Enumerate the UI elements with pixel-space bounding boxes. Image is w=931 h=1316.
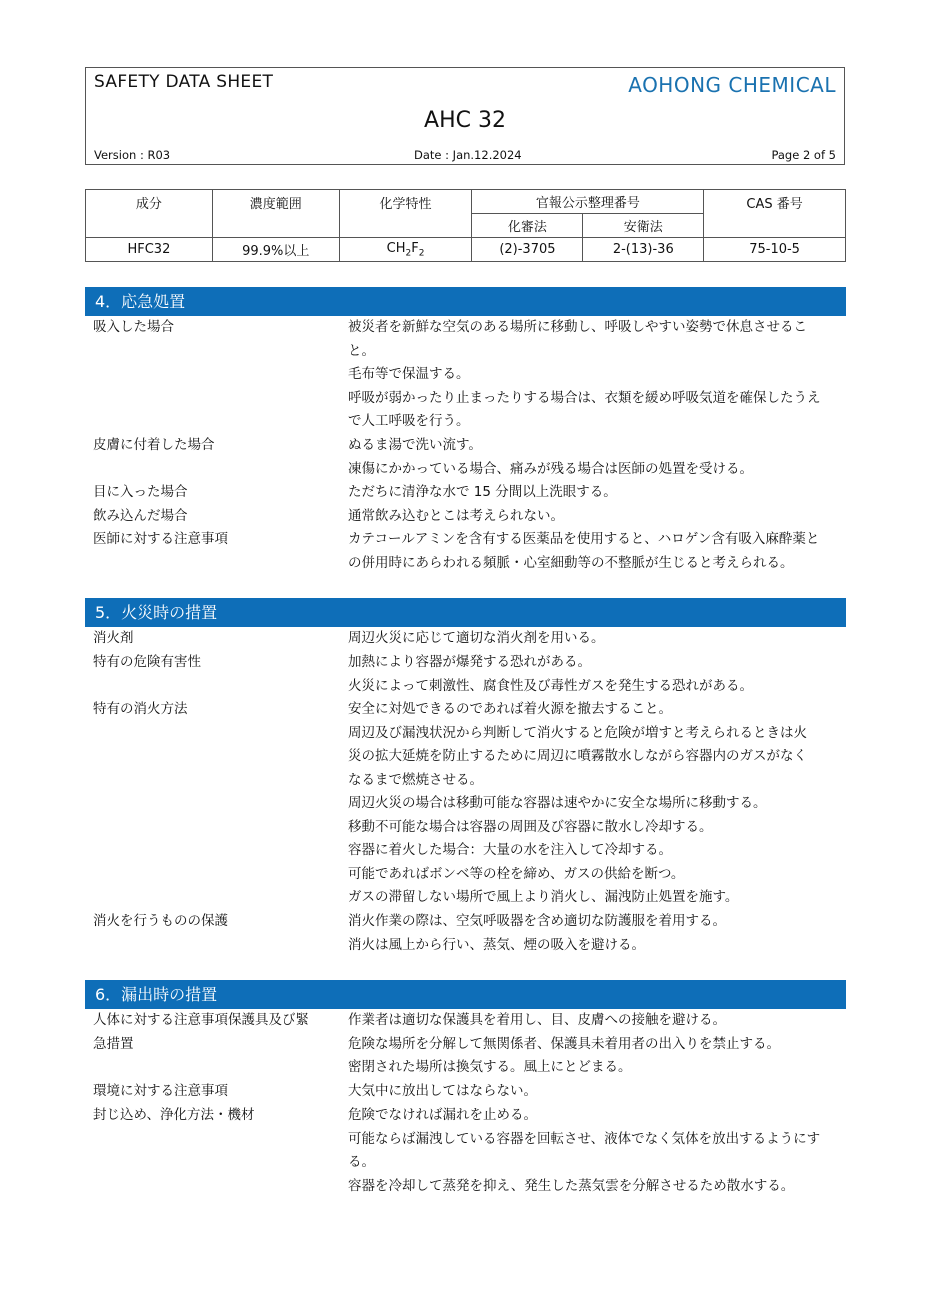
s6-text-containment [348, 1104, 843, 1198]
cell-aneiho: 2-(13)-36 [583, 238, 704, 262]
text-line: 大気中に放出してはならない。 [348, 1083, 537, 1099]
header-aneiho: 安衛法 [583, 214, 704, 238]
s4-label-eyes: 目に入った場合 [93, 484, 188, 500]
header-gazette-number: 官報公示整理番号 [472, 190, 704, 214]
text-line: 危険でなければ漏れを止める。 [348, 1107, 537, 1123]
text-line: 毛布等で保温する。 [348, 366, 470, 382]
text-line: 可能ならば漏洩している容器を回転させ、液体でなく気体を放出するようにす [348, 1130, 821, 1147]
text-line: 周辺火災の場合は移動可能な容器は速やかに安全な場所に移動する。 [348, 795, 767, 811]
text-line: 周辺火災に応じて適切な消火剤を用いる。 [348, 630, 605, 646]
text-line: 災の拡大延焼を防止するために周辺に噴霧散水しながら容器内のガスがなく [348, 748, 807, 764]
s5-label-firefighting-methods: 特有の消火方法 [93, 701, 188, 717]
header-component: 成分 [86, 190, 213, 238]
formula-sub-2: 2 [418, 248, 425, 259]
text-line: カテコールアミンを含有する医薬品を使用すると、ハロゲン含有吸入麻酔薬と [348, 531, 820, 547]
formula-sub-1: 2 [405, 248, 412, 259]
s5-text-firefighting-methods [348, 698, 843, 910]
text-line: る。 [348, 1154, 375, 1170]
text-line: 移動不可能な場合は容器の周囲及び容器に散水し冷却する。 [348, 818, 713, 835]
text-line: と。 [348, 342, 375, 359]
document-header [85, 67, 845, 165]
text-line: 作業者は適切な保護具を着用し、目、皮膚への接触を避ける。 [348, 1012, 726, 1028]
product-name: AHC 32 [424, 108, 506, 133]
s5-label-specific-hazards: 特有の危険有害性 [93, 654, 201, 670]
s4-text-physician [348, 528, 843, 575]
section-5-header: 5．火災時の措置 [85, 598, 846, 627]
cell-component: HFC32 [86, 238, 213, 262]
page-label: Page 2 of 5 [771, 148, 836, 162]
text-line: 危険な場所を分解して無関係者、保護具未着用者の出入りを禁止する。 [348, 1035, 780, 1052]
text-line: 火災によって刺激性、腐食性及び毒性ガスを発生する恐れがある。 [348, 677, 753, 694]
s4-text-inhalation [348, 316, 843, 434]
s4-text-skin [348, 434, 843, 481]
s4-label-inhalation: 吸入した場合 [93, 319, 174, 335]
s4-text-ingestion [348, 505, 843, 529]
s6-label-environmental: 環境に対する注意事項 [93, 1083, 228, 1099]
header-concentration: 濃度範囲 [212, 190, 339, 238]
composition-table [85, 189, 846, 262]
cell-cas: 75-10-5 [704, 238, 846, 262]
text-line: 安全に対処できるのであれば着火源を撤去すること。 [348, 701, 672, 717]
text-line: ただちに清浄な水で 15 分間以上洗眼する。 [348, 484, 617, 500]
text-line: で人工呼吸を行う。 [348, 413, 470, 429]
s4-label-ingestion: 飲み込んだ場合 [93, 508, 188, 524]
text-line: の併用時にあらわれる頻脈・心室細動等の不整脈が生じると考えられる。 [348, 554, 794, 571]
text-line: 通常飲み込むとこは考えられない。 [348, 508, 564, 524]
s6-text-environmental [348, 1080, 843, 1104]
formula-ch: CH [386, 240, 406, 256]
s6-label-containment: 封じ込め、浄化方法・機材 [93, 1107, 255, 1123]
section-4-header: 4．応急処置 [85, 287, 846, 316]
s4-label-physician: 医師に対する注意事項 [93, 531, 228, 547]
table-row [86, 238, 846, 262]
table-header-row [86, 190, 846, 214]
header-kashinho: 化審法 [472, 214, 583, 238]
text-line: 凍傷にかかっている場合、痛みが残る場合は医師の処置を受ける。 [348, 460, 753, 477]
s6-text-personal-precautions [348, 1009, 843, 1080]
s4-text-eyes [348, 481, 843, 505]
section-6-header: 6．漏出時の措置 [85, 980, 846, 1009]
label-line: 人体に対する注意事項保護具及び緊 [93, 1012, 309, 1028]
text-line: 周辺及び漏洩状況から判断して消火すると危険が増すと考えられるときは火 [348, 724, 807, 741]
version-label: Version : R03 [94, 148, 171, 162]
header-cas: CAS 番号 [704, 190, 846, 238]
text-line: ガスの滞留しない場所で風上より消火し、漏洩防止処置を施す。 [348, 889, 739, 905]
date-label: Date : Jan.12.2024 [414, 148, 522, 162]
text-line: 密閉された場所は換気する。風上にとどまる。 [348, 1059, 632, 1075]
header-formula: 化学特性 [339, 190, 472, 238]
text-line: 呼吸が弱かったり止まったりする場合は、衣類を緩め呼吸気道を確保したうえ [348, 389, 821, 406]
company-name: AOHONG CHEMICAL [628, 73, 836, 97]
formula-f: F [411, 240, 419, 256]
text-line: 加熱により容器が爆発する恐れがある。 [348, 654, 591, 670]
cell-concentration: 99.9%以上 [212, 238, 339, 262]
text-line: 被災者を新鮮な空気のある場所に移動し、呼吸しやすい姿勢で休息させるこ [348, 319, 807, 335]
text-line: 消火は風上から行い、蒸気、煙の吸入を避ける。 [348, 936, 645, 953]
label-line: 急措置 [93, 1035, 134, 1052]
text-line: 容器に着火した場合：大量の水を注入して冷却する。 [348, 842, 672, 858]
text-line: なるまで燃焼させる。 [348, 771, 483, 788]
text-line: 容器を冷却して蒸発を抑え、発生した蒸気雲を分解させるため散水する。 [348, 1177, 795, 1194]
text-line: ぬるま湯で洗い流す。 [348, 437, 482, 453]
s5-text-specific-hazards [348, 651, 843, 698]
s5-text-extinguishing-media [348, 627, 843, 651]
s5-text-firefighter-protection [348, 910, 843, 957]
s5-label-extinguishing-media: 消火剤 [93, 630, 134, 646]
s6-label-personal-precautions [93, 1009, 309, 1056]
s5-label-firefighter-protection: 消火を行うものの保護 [93, 913, 228, 929]
cell-kashinho: (2)-3705 [472, 238, 583, 262]
text-line: 可能であればボンベ等の栓を締め、ガスの供給を断つ。 [348, 865, 685, 882]
text-line: 消火作業の際は、空気呼吸器を含め適切な防護服を着用する。 [348, 913, 726, 929]
doc-title: SAFETY DATA SHEET [94, 72, 274, 92]
s4-label-skin: 皮膚に付着した場合 [93, 437, 215, 453]
cell-formula [339, 238, 472, 262]
